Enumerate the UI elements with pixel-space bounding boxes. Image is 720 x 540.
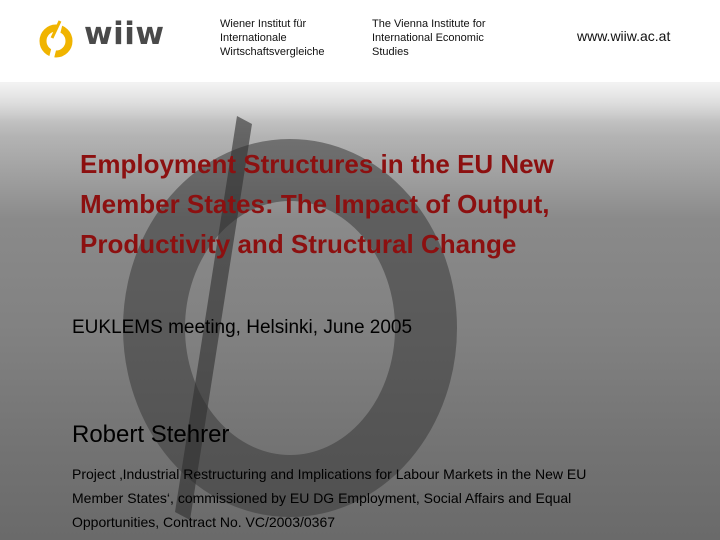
institute-de-line: Wiener Institut für <box>220 18 307 30</box>
title-line: Employment Structures in the EU New <box>80 149 554 179</box>
slide-title <box>80 144 700 264</box>
institute-en-line: Studies <box>372 46 409 58</box>
wiiw-logo-icon <box>38 18 74 62</box>
website-link[interactable]: www.wiiw.ac.at <box>577 28 671 44</box>
institute-name-german <box>220 17 350 59</box>
header-bar <box>0 0 720 82</box>
project-line: Member States‘, commissioned by EU DG Employment, Social Affairs and Equal <box>72 490 572 506</box>
logo-wordmark: wiiw <box>84 16 165 52</box>
institute-de-line: Internationale <box>220 32 287 44</box>
title-line: Member States: The Impact of Output, <box>80 189 550 219</box>
institute-en-line: The Vienna Institute for <box>372 18 486 30</box>
institute-en-line: International Economic <box>372 32 484 44</box>
institute-de-line: Wirtschaftsvergleiche <box>220 46 325 58</box>
slide-subtitle: EUKLEMS meeting, Helsinki, June 2005 <box>72 317 413 338</box>
project-line: Opportunities, Contract No. VC/2003/0367 <box>72 514 336 530</box>
institute-name-english <box>372 17 512 59</box>
project-description <box>72 462 692 534</box>
title-line: Productivity and Structural Change <box>80 229 517 259</box>
project-line: Project ‚Industrial Restructuring and Implications for Labour Markets in the New EU <box>72 466 587 482</box>
author-name: Robert Stehrer <box>72 421 230 448</box>
